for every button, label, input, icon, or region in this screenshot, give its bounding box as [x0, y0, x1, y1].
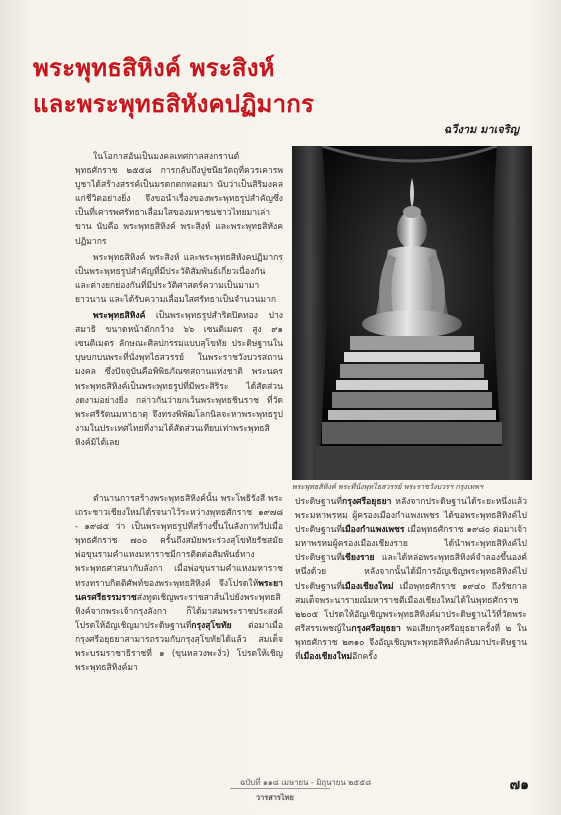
article-title [33, 50, 433, 122]
term-chiang-mai: เมืองเชียงใหม่ [342, 581, 394, 592]
legend-text-2: ส่งทูตเชิญพระราชสาส์นไปยังพระพุทธสิหิงค์จากพระเจ้ากรุงลังกา ก็ได้มาสมพระราชประสงค์ โปรดให้อัญเชิญมาประดิษฐานที่ [75, 592, 283, 631]
term-ayutthaya: กรุงศรีอยุธยา [342, 497, 392, 507]
title-line-1: พระพุทธสิหิงค์ พระสิงห์ [33, 54, 275, 82]
term-nakhon-si-thammarat: พระยานครศรีธรรมราช [75, 578, 283, 603]
history-text-c: เมื่อพุทธศักราช ๑๙๘๐ ต่อมาเจ้ามหาพรหมผู้ครองเมืองเชียงราย ได้นำพระพุทธสิหิงค์ไปประดิษฐานที่ [295, 525, 527, 564]
history-text-d: และได้หล่อพระพุทธสิหิงค์จำลองขึ้นองค์หนึ่งด้วย หลังจากนั้นได้มีการอัญเชิญพระพุทธสิหิงค์ไปประดิษฐานที่ [295, 553, 527, 592]
term-phra-phutthasihing: พระพุทธสิหิงค์ [93, 311, 146, 322]
left-column-top [75, 150, 283, 452]
left-column-bottom [75, 492, 283, 677]
history-text-b: หลังจากประดิษฐานได้ระยะหนึ่งแล้ว พระมหาพรหม ผู้ครองเมืองกำแพงเพชร ได้ขอพระพุทธสิหิงค์ไปประดิษฐานที่ [295, 497, 527, 536]
paragraph-overview: พระพุทธสิหิงค์ พระสิงห์ และพระพุทธสิหังคปฏิมากร เป็นพระพุทธรูปสำคัญที่มีประวัติสัมพันธ์เกี่ยวเนื่องกัน และต่างยกย่องกันที่มีประวัติศาสตร์ความเป็นมามายาวนาน และได้รับความเลื่อมใสศรัทธาเป็นจำนวนมาก [75, 252, 283, 305]
issue-info: ฉบับที่ ๑๑๘ เมษายน - มิถุนายน ๒๕๕๘ [240, 778, 372, 787]
history-text-e: เมื่อพุทธศักราช ๑๙๔๐ ถึงรัชกาลสมเด็จพระนารายณ์มหาราชตีเมืองเชียงใหม่ได้ในพุทธศักราช ๒๒๐๕ โปรดให้อัญเชิญพระพุทธสิหิงค์มาประดิษฐานไว้ที่วัดพระศรีสรรเพชญ์ใน [295, 581, 527, 634]
description-text: เป็นพระพุทธรูปสำริดปิดทอง ปางสมาธิ ขนาดหน้าตักกว้าง ๖๖ เซนติเมตร สูง ๙๑ เซนติเมตร ลักษณะศิลปกรรมแบบสุโขทัย ประดิษฐานในบุษบกบนพระที่นั่งพุทไธสวรรย์ ในพระราชวังบวรสถานมงคล ซึ่งปัจจุบันคือพิพิธภัณฑสถานแห่งชาติ พระนคร พระพุทธสิหิงค์เป็นพระพุทธรูปที่มีพระสิริระ ได้สัดส่วนงดงามอย่างยิ่ง กล่าวกันว่ายกเว้นพระพุทธชินราช ที่วัดพระศรีรัตนมหาธาตุ จึงทรงพิพัฒโลกนิลจะหาพระพุทธรูปงามในประเทศไทยที่งามได้สัดส่วนเทียบเท่าพระพุทธสิหิงค์มิได้เลย [75, 311, 283, 448]
legend-text-3: ต่อมาเมื่อกรุงศรีอยุธยาสามารถรวมกับกรุงสุโขทัยได้แล้ว สมเด็จพระบรมราชาธิราชที่ ๑ (ขุนหลวงพะงั่ว) โปรดให้เชิญพระพุทธสิหิงค์มา [75, 620, 283, 674]
page-number: ๗๑ [509, 777, 529, 793]
term-sukhothai: กรุงสุโขทัย [191, 620, 232, 631]
paragraph-legend [75, 492, 283, 675]
paragraph-description [75, 309, 283, 450]
paragraph-history [295, 495, 527, 664]
paragraph-intro: ในโอกาสอันเป็นมงคลเทศกาลสงกรานต์ พุทธศักราช ๒๕๕๘ การกลับถึงปูชนียวัตถุที่ควรเคารพบูชาได้สร้างสรรค์เป็นมรดกตกทอดมา นับว่าเป็นสิริมงคลแก่ชีวิตอย่างยิ่ง จึงขอนำเรื่องของพระพุทธรูปสำคัญซึ่งเป็นที่เคารพศรัทธาเลื่อมใสของมหาชนชาวไทยมาเล่าขาน นับคือ พระพุทธสิหิงค์ พระสิงห์ และพระพุทธสิหังคปฏิมากร [75, 152, 283, 247]
legend-text: ตำนานการสร้างพระพุทธสิหิงค์นั้น พระโพธิรังสี พระเถระชาวเชียงใหม่ได้รจนาไว้ระหว่างพุทธศักราช ๑๙๗๘ - ๑๙๘๕ ว่า เป็นพระพุทธรูปที่สร้างขึ้นในลังกาทวีปเมื่อพุทธศักราช ๗๐๐ ครั้นถึงสมัยพระร่วงสุโขทัยรัชสมัยพ่อขุนรามคำแหงมหาราชมีการติดต่อสัมพันธ์ทางพระพุทธศาสนากับลังกา เมื่อพ่อขุนรามคำแหงมหาราชทรงทราบกิตติศัพท์ของพระพุทธสิหิงค์ จึงโปรดให้ [75, 494, 283, 589]
term-ayutthaya-2: กรุงศรีอยุธยา [351, 623, 401, 634]
magazine-logo: วารสารไทย [256, 793, 294, 802]
right-column [295, 495, 527, 666]
buddha-statue-photo [292, 146, 532, 480]
history-text-a: ประดิษฐานที่ [295, 497, 343, 507]
term-chiang-mai-2: เมืองเชียงใหม่ [300, 652, 353, 663]
title-line-2: และพระพุทธสิหังคปฏิมากร [33, 90, 315, 118]
term-chiang-rai: เชียงราย [342, 553, 375, 564]
author-byline: ฉวีงาม มาเจริญ [443, 123, 519, 136]
buddha-statue-image [292, 146, 532, 480]
figure-caption: พระพุทธสิหิงค์ พระที่นั่งพุทไธสวรรย์ พระราชวังบวรฯ กรุงเทพฯ [292, 482, 484, 491]
history-text-g: อีกครั้ง [352, 652, 378, 663]
term-kamphaeng-phet: เมืองกำแพงเพชร [342, 525, 405, 536]
footer-divider [230, 788, 330, 789]
history-text-f: พอเสียกรุงศรีอยุธยาครั้งที่ ๒ ในพุทธศักราช ๒๓๑๐ จึงอัญเชิญพระพุทธสิหิงค์กลับมาประดิษฐานที่ [295, 623, 527, 663]
